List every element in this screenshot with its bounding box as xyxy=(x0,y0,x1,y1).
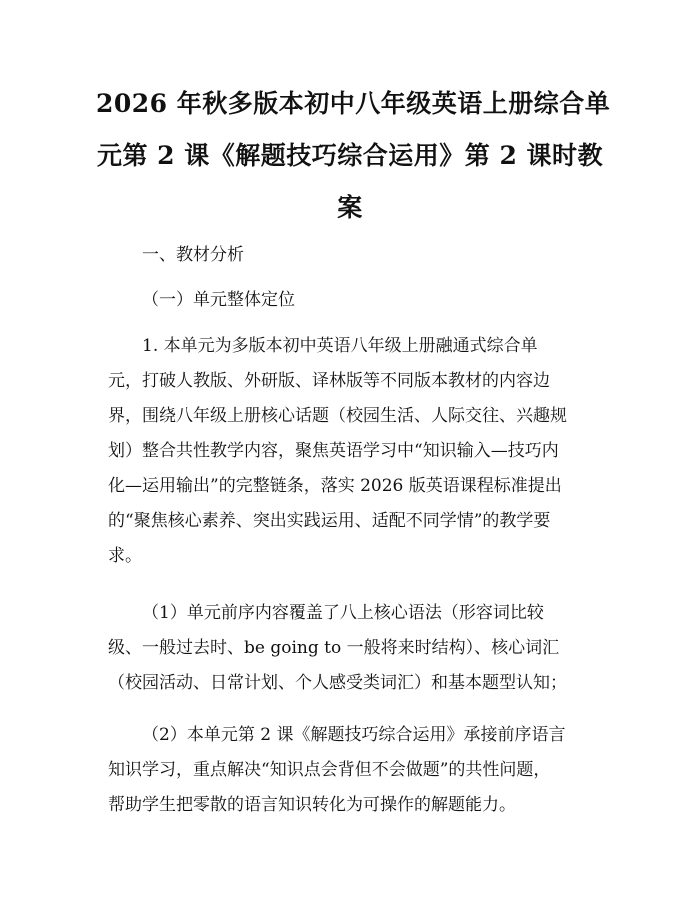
paragraph-line: 求。 xyxy=(108,546,142,566)
paragraph-line: 化—运用输出”的完整链条，落实 2026 版英语课程标准提出 xyxy=(108,476,562,496)
paragraph-line: （校园活动、日常计划、个人感受类词汇）和基本题型认知； xyxy=(108,673,567,693)
document-title xyxy=(96,78,611,234)
paragraph-line: 级、一般过去时、be going to 一般将来时结构）、核心词汇 xyxy=(108,638,560,658)
paragraph-line: （1）单元前序内容覆盖了八上核心语法（形容词比较 xyxy=(142,603,544,623)
paragraph-line: 划）整合共性教学内容，聚焦英语学习中“知识输入—技巧内 xyxy=(108,441,559,461)
paragraph-line: 知识学习，重点解决“知识点会背但不会做题”的共性问题， xyxy=(108,760,551,780)
section-heading-text: 一、教材分析 xyxy=(142,245,244,265)
paragraph-line: 帮助学生把零散的语言知识转化为可操作的解题能力。 xyxy=(108,795,516,815)
subsection-heading-text: （一）单元整体定位 xyxy=(142,290,295,310)
paragraph-lesson-focus xyxy=(108,718,598,823)
title-line: 元第 2 课《解题技巧综合运用》第 2 课时教 xyxy=(96,141,604,170)
paragraph-line: 元，打破人教版、外研版、译林版等不同版本教材的内容边 xyxy=(108,371,550,391)
title-line: 2026 年秋多版本初中八年级英语上册综合单 xyxy=(96,89,611,118)
paragraph-line: （2）本单元第 2 课《解题技巧综合运用》承接前序语言 xyxy=(142,725,566,745)
paragraph-line: 界，围绕八年级上册核心话题（校园生活、人际交往、兴趣规 xyxy=(108,406,567,426)
paragraph-prior-content xyxy=(108,596,598,701)
section-heading xyxy=(108,238,598,273)
paragraph-unit-overview xyxy=(108,329,598,574)
subsection-heading xyxy=(108,283,598,318)
title-line: 案 xyxy=(337,193,363,222)
paragraph-line: 1. 本单元为多版本初中英语八年级上册融通式综合单 xyxy=(142,336,538,356)
paragraph-line: 的“聚焦核心素养、突出实践运用、适配不同学情”的教学要 xyxy=(108,511,551,531)
